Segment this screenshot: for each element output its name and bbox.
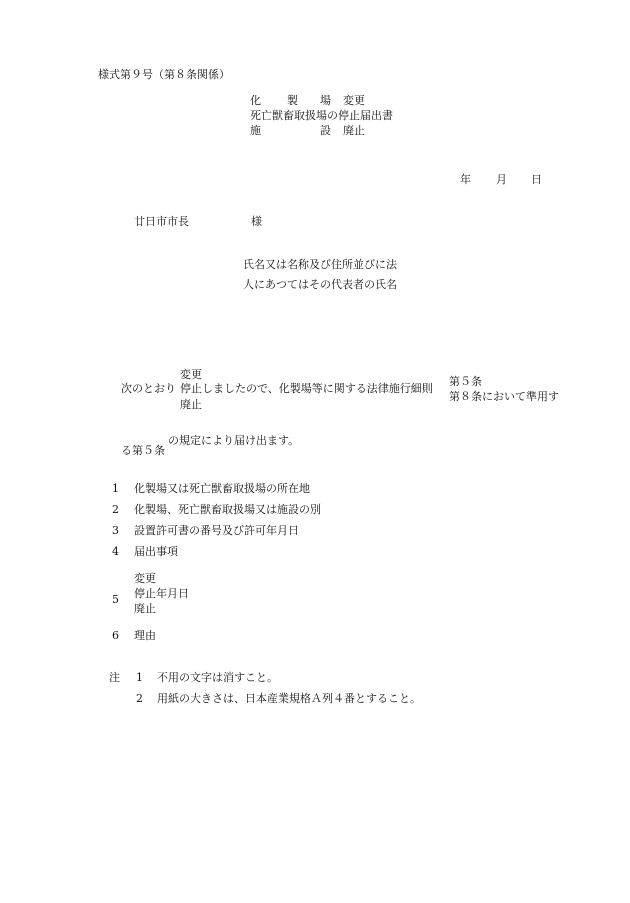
body-option-stop: 停止しましたので、化製場等に関する法律施行細則: [180, 382, 433, 395]
item-number: 2: [112, 503, 119, 516]
applicant-label-line1: 氏名又は名称及び住所並びに法: [243, 258, 397, 271]
body-option-change: 変更: [180, 368, 202, 381]
title-char-sei: 製: [287, 94, 298, 107]
item-number: 1: [112, 482, 119, 495]
body-option-abolish: 廃止: [180, 398, 202, 411]
body-article-8: 第８条において準用す: [449, 390, 559, 403]
note-number: 2: [136, 692, 143, 705]
item-option-abolish: 廃止: [134, 602, 156, 615]
item-number: 3: [112, 524, 119, 537]
applicant-label-line2: 人にあつてはその代表者の氏名: [243, 278, 397, 291]
item-number: 5: [112, 593, 119, 606]
body-line2-suffix: の規定により届け出ます。: [168, 434, 300, 447]
date-day: 日: [531, 173, 542, 186]
recipient-name: 廿日市市長: [134, 215, 189, 228]
recipient-honorific: 様: [251, 215, 262, 228]
date-year: 年: [460, 173, 471, 186]
note-text: 用紙の大きさは、日本産業規格Ａ列４番とすること。: [157, 692, 421, 705]
title-option-abolish: 廃止: [343, 124, 365, 137]
title-char-shi: 施: [250, 124, 261, 137]
body-line2-prefix: る第５条: [121, 444, 165, 457]
title-char-jo: 場: [320, 94, 331, 107]
title-option-change: 変更: [343, 94, 365, 107]
item-number: 6: [112, 629, 119, 642]
item-text: 設置許可書の番号及び許可年月日: [134, 524, 299, 537]
item-text: 化製場又は死亡獣畜取扱場の所在地: [134, 482, 310, 495]
notes-label: 注: [109, 671, 120, 684]
title-main-line: 死亡獣畜取扱場の停止届出書: [250, 109, 393, 122]
note-number: 1: [136, 671, 143, 684]
title-char-ka: 化: [250, 94, 261, 107]
item-text: 理由: [134, 629, 156, 642]
item-number: 4: [112, 545, 119, 558]
title-char-setsu: 設: [320, 124, 331, 137]
form-number: 様式第９号（第８条関係）: [98, 68, 230, 81]
body-article-5: 第５条: [449, 375, 482, 388]
item-text: 化製場、死亡獣畜取扱場又は施設の別: [134, 503, 321, 516]
note-text: 不用の文字は消すこと。: [157, 671, 278, 684]
item-stop-date: 停止年月日: [134, 587, 189, 600]
body-prefix: 次のとおり: [121, 382, 176, 395]
date-month: 月: [496, 173, 507, 186]
item-option-change: 変更: [134, 572, 156, 585]
item-text: 届出事項: [134, 545, 178, 558]
